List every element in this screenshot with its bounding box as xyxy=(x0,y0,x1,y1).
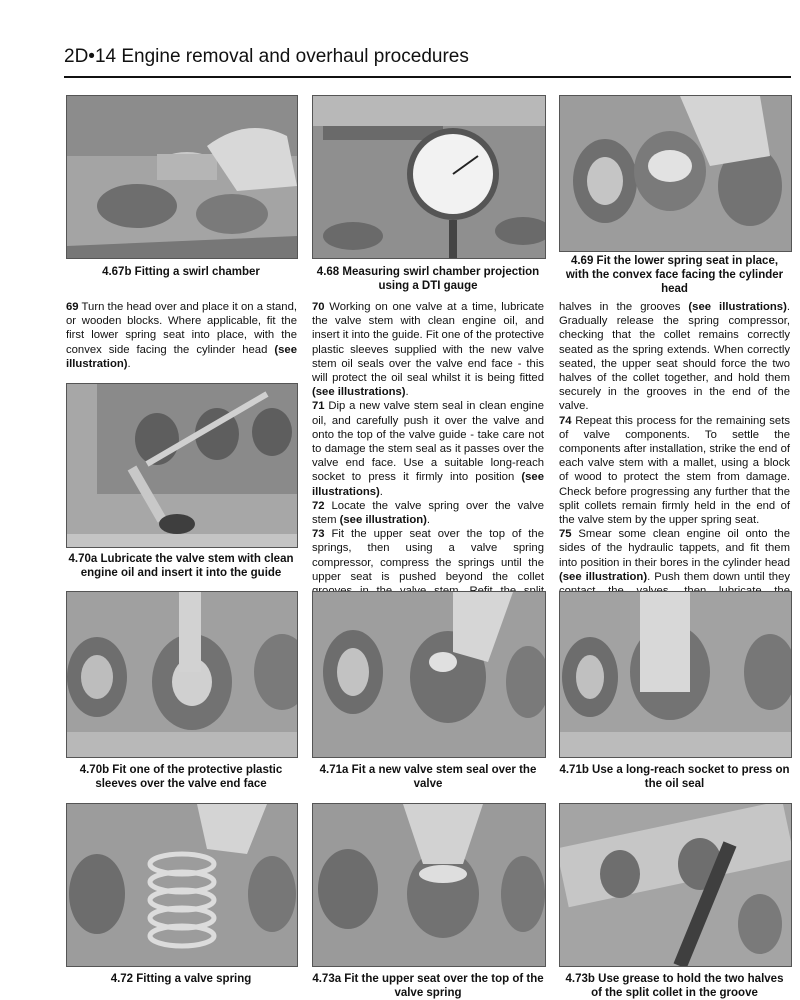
caption-4-68: 4.68 Measuring swirl chamber projection using a DTI gauge xyxy=(316,266,540,292)
paragraph-71: 71 Dip a new valve stem seal in clean engine oil, and carefully push it over the valve and onto the top of the valve guide - take care not to damage the stem seal as it passes over the valve end face. Use a suitable long-reach socket to press it firmly into position (see illustrations). xyxy=(312,400,544,498)
photo-protective-sleeve xyxy=(66,591,298,758)
caption-4-69: 4.69 Fit the lower spring seat in place, with the convex face facing the cylinder head xyxy=(565,255,784,295)
step-number: 73 xyxy=(312,528,325,541)
header-rule xyxy=(64,76,791,78)
photo-lower-spring-seat xyxy=(559,95,792,252)
step-number: 69 xyxy=(66,301,79,313)
paragraph-text: Locate the valve spring over the valve stem xyxy=(312,499,544,527)
caption-4-71a: 4.71a Fit a new valve stem seal over the valve xyxy=(319,764,537,790)
page-header: 2D•14 Engine removal and overhaul procedures xyxy=(64,46,469,67)
caption-4-71b: 4.71b Use a long-reach socket to press on the oil seal xyxy=(559,764,790,790)
illustration-ref: (see illustration) xyxy=(66,343,297,370)
caption-4-73b: 4.73b Use grease to hold the two halves of the split collet in the groove xyxy=(565,973,784,999)
photo-valve-stem-seal xyxy=(312,591,546,758)
photo-valve-spring xyxy=(66,803,298,967)
text-column-1 xyxy=(66,300,297,371)
paragraph-text: Repeat this process for the remaining sets of valve components. To settle the components after installation, strike the end of each valve stem with a mallet, using a block of wood to protect the stem from damage. Check before progressing any further that the split collets remain firmly held in the end of the valve stem by the upper spring seat. xyxy=(559,414,790,527)
photo-upper-seat xyxy=(312,803,546,967)
paragraph-72: 72 Locate the valve spring over the valve stem (see illustration). xyxy=(312,499,544,527)
paragraph-73-continued xyxy=(559,300,790,414)
photo-split-collet xyxy=(559,803,792,967)
caption-4-70a: 4.70a Lubricate the valve stem with clean engine oil and insert it into the guide xyxy=(68,553,294,579)
illustration-ref: (see illustration) xyxy=(559,570,648,583)
paragraph-text: Turn the head over and place it on a stand, or wooden blocks. Where applicable, fit the first lower spring seat into place, with the convex side facing the cylinder head xyxy=(66,301,297,356)
illustration-ref: (see illustrations) xyxy=(312,386,406,399)
paragraph-text: Smear some clean engine oil onto the sides of the hydraulic tappets, and fit them into position in their bores in the cylinder head xyxy=(559,528,790,569)
photo-valve-stem-guide xyxy=(66,383,298,548)
caption-4-73a: 4.73a Fit the upper seat over the top of the valve spring xyxy=(312,973,544,999)
paragraph-69: 69 Turn the head over and place it on a stand, or wooden blocks. Where applicable, fit the first lower spring seat into place, with the convex side facing the cylinder head (see illustration). xyxy=(66,301,297,370)
paragraph-text: Working on one valve at a time, lubricate the valve stem with clean engine oil, and insert it into the guide. Fit one of the protective plastic sleeves supplied with the new valve stem oil seals over the valve end face - this will protect the oil seal whilst it is being fitted xyxy=(312,301,544,385)
caption-4-70b: 4.70b Fit one of the protective plastic sleeves over the valve end face xyxy=(79,764,283,790)
photo-dti-gauge xyxy=(312,95,546,259)
text-column-3 xyxy=(559,300,790,612)
step-number: 74 xyxy=(559,414,572,427)
paragraph-text: halves in the grooves xyxy=(559,301,689,313)
paragraph-text: . Gradually release the spring compressor, checking that the collet remains correctly seated as the spring extends. When correctly seated, the upper seat should force the two halves of the collet together, and hold them securely in the grooves in the end of the valve. xyxy=(559,301,790,413)
text-column-2 xyxy=(312,300,544,612)
step-number: 75 xyxy=(559,528,572,541)
paragraph-74 xyxy=(559,414,790,528)
caption-4-72: 4.72 Fitting a valve spring xyxy=(110,973,252,985)
paragraph-70: 70 Working on one valve at a time, lubricate the valve stem with clean engine oil, and insert it into the guide. Fit one of the protective plastic sleeves supplied with the new valve stem oil seals over the valve end face - this will protect the oil seal whilst it is being fitted (see illustrations). xyxy=(312,301,544,399)
photo-long-reach-socket xyxy=(559,591,792,758)
step-number: 70 xyxy=(312,301,325,313)
paragraph-text: . Push them down until they xyxy=(647,570,790,583)
illustration-ref: (see illustration) xyxy=(339,514,427,527)
paragraph-text: Fit the upper seat over the top of the springs, then using a valve spring compressor, compress the springs until the upper seat is pushed beyond the collet xyxy=(312,528,544,583)
paragraph-text: Dip a new valve stem seal in clean engine oil, and carefully push it over the valve and onto the top of the valve guide - take care not to damage the stem seal as it passes over the valve end face. Use a suitable long-reach socket to press it firmly into position xyxy=(312,400,544,484)
caption-4-67b: 4.67b Fitting a swirl chamber xyxy=(102,266,260,278)
step-number: 72 xyxy=(312,499,325,512)
photo-swirl-chamber xyxy=(66,95,298,259)
illustration-ref: (see illustrations) xyxy=(688,301,787,313)
step-number: 71 xyxy=(312,400,325,413)
illustration-ref: (see illustrations) xyxy=(312,471,544,498)
